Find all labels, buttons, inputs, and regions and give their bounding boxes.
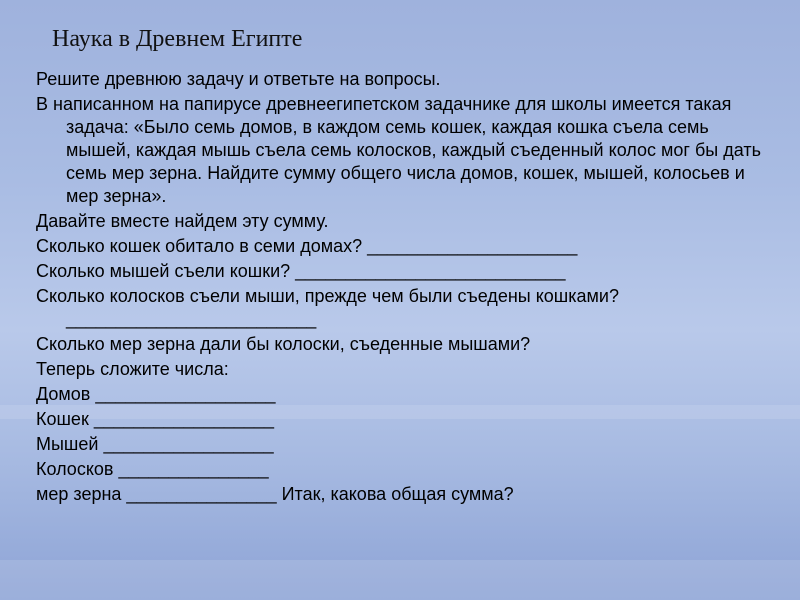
slide-body <box>36 68 776 508</box>
sum-mice: Мышей _________________ <box>36 434 274 454</box>
sum-grain-total: мер зерна _______________ Итак, какова общая сумма? <box>36 484 514 504</box>
question-grain: Сколько мер зерна дали бы колоски, съеденные мышами? <box>36 334 531 354</box>
sum-houses: Домов __________________ <box>36 384 276 404</box>
sum-cats: Кошек __________________ <box>36 409 275 429</box>
together-line: Давайте вместе найдем эту сумму. <box>36 211 329 231</box>
question-ears: Сколько колосков съели мыши, прежде чем были съедены кошками? _________________________ <box>36 286 619 329</box>
slide-title: Наука в Древнем Египте <box>52 26 303 52</box>
question-cats: Сколько кошек обитало в семи домах? _____________________ <box>36 236 578 256</box>
sum-ears: Колосков _______________ <box>36 459 269 479</box>
background-band <box>0 560 800 600</box>
problem-paragraph: В написанном на папирусе древнеегипетском задачнике для школы имеется такая задача: «Было семь домов, в каждом семь кошек, каждая кошка съела семь мышей, каждая мышь съела семь колосков, каждый съеденный колос мог бы дать семь мер зерна. Найдите сумму общего числа домов, кошек, мышей, колосьев и мер зерна». <box>36 94 761 206</box>
sum-instruction: Теперь сложите числа: <box>36 359 229 379</box>
question-mice: Сколько мышей съели кошки? ___________________________ <box>36 261 566 281</box>
intro-line: Решите древнюю задачу и ответьте на вопросы. <box>36 69 441 89</box>
